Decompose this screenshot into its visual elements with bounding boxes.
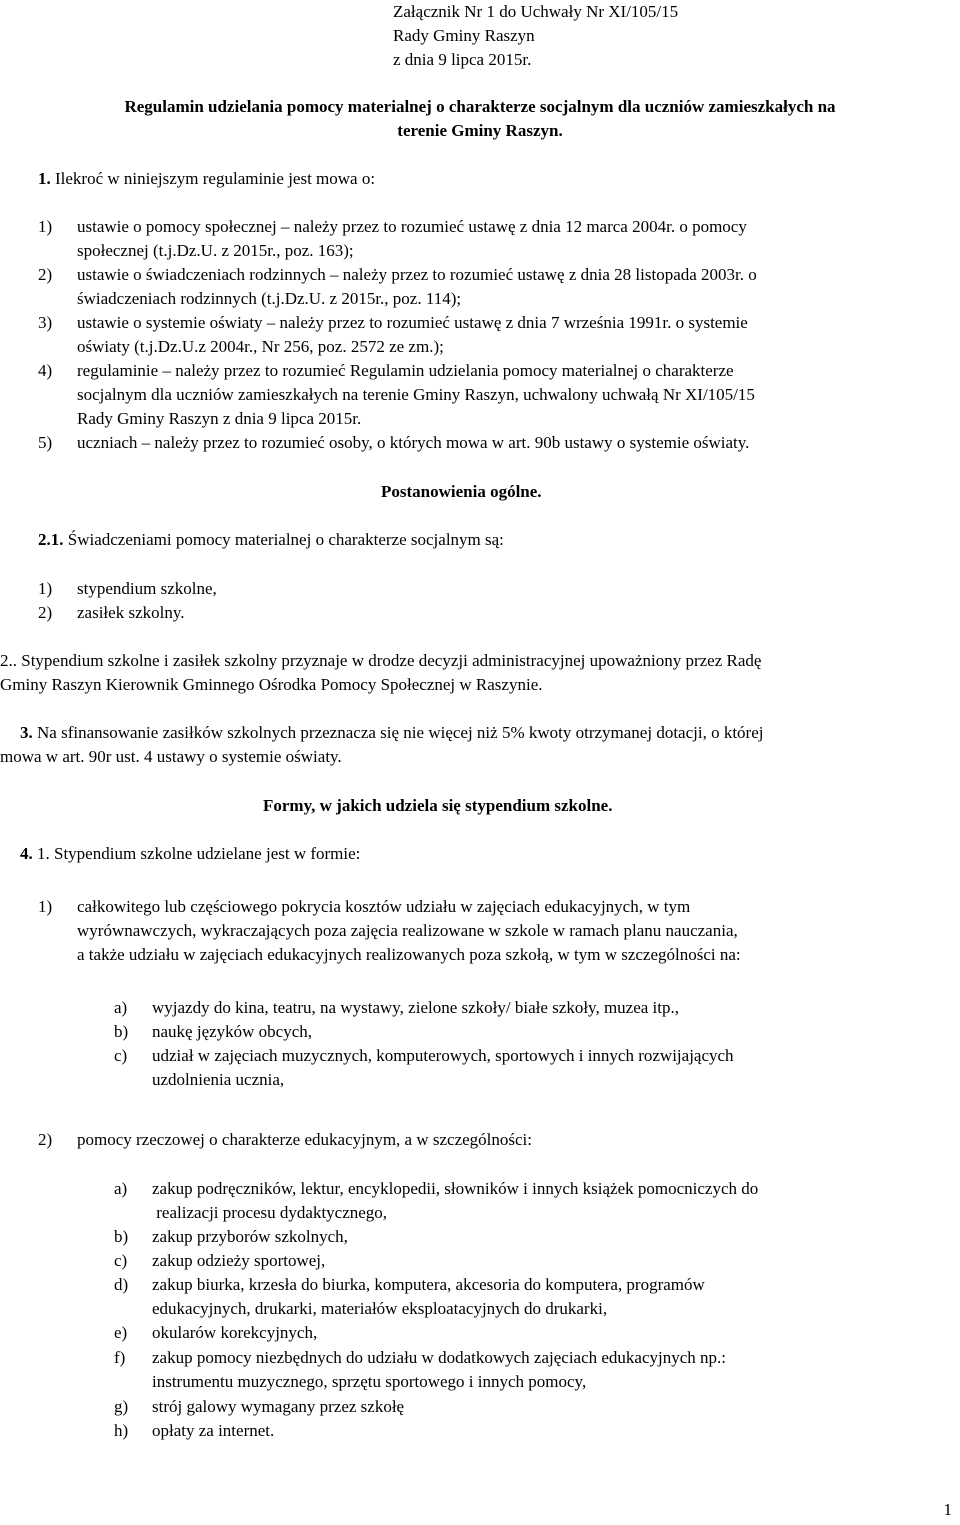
document-title: Regulamin udzielania pomocy materialnej o charakterze socjalnym dla uczniów zamieszkałych na — [124, 97, 836, 116]
annex-line: Rady Gminy Raszyn — [393, 26, 535, 45]
item-text: wyrównawczych, wykraczających poza zajęcia realizowane w szkole w ramach planu nauczania, — [77, 921, 738, 940]
paragraph-number: 2.. — [0, 651, 17, 670]
item-text: społecznej (t.j.Dz.U. z 2015r., poz. 163); — [77, 241, 354, 260]
paragraph-text: Stypendium szkolne i zasiłek szkolny przyznaje w drodze decyzji administracyjnej upoważniony przez Radę — [21, 651, 762, 670]
annex-header — [393, 0, 678, 72]
section-number: 2.1. — [38, 530, 64, 549]
annex-line: z dnia 9 lipca 2015r. — [393, 50, 532, 69]
sub-item-text: zakup podręczników, lektur, encyklopedii, słowników i innych książek pomocniczych do — [152, 1179, 759, 1198]
sub-item-text: strój galowy wymagany przez szkołę — [152, 1397, 405, 1416]
item-text: świadczeniach rodzinnych (t.j.Dz.U. z 2015r., poz. 114); — [77, 289, 462, 308]
sub-item-text: zakup biurka, krzesła do biurka, komputera, akcesoria do komputera, programów — [152, 1275, 705, 1294]
paragraph-continued: mowa w art. 90r ust. 4 ustawy o systemie oświaty. — [0, 747, 342, 766]
item-number: 1) — [38, 897, 53, 916]
sub-item-text: edukacyjnych, drukarki, materiałów eksploatacyjnych do drukarki, — [152, 1299, 608, 1318]
sub-item-text: naukę języków obcych, — [152, 1022, 313, 1041]
item-text: pomocy rzeczowej o charakterze edukacyjnym, a w szczególności: — [77, 1130, 533, 1149]
item-number: 2) — [38, 1130, 53, 1149]
heading-text: Postanowienia ogólne. — [381, 482, 542, 501]
sub-item-letter: d) — [114, 1275, 129, 1294]
section-text: Ilekroć w niniejszym regulaminie jest mowa o: — [55, 169, 376, 188]
annex-line: Załącznik Nr 1 do Uchwały Nr XI/105/15 — [393, 2, 679, 21]
item-text: stypendium szkolne, — [77, 579, 217, 598]
page-number: 1 — [943, 1500, 952, 1519]
item-text: socjalnym dla uczniów zamieszkałych na terenie Gminy Raszyn, uchwalony uchwałą Nr XI/105/15 — [77, 385, 755, 404]
heading-text: Formy, w jakich udziela się stypendium szkolne. — [263, 796, 613, 815]
sub-item-text: realizacji procesu dydaktycznego, — [152, 1203, 388, 1222]
item-text: Rady Gminy Raszyn z dnia 9 lipca 2015r. — [77, 409, 362, 428]
sub-item-letter: b) — [114, 1227, 129, 1246]
section-number: 3. — [20, 723, 33, 742]
section-number: 4. — [20, 844, 33, 863]
paragraph-text: Na sfinansowanie zasiłków szkolnych przeznacza się nie więcej niż 5% kwoty otrzymanej dotacji, o której — [37, 723, 764, 742]
paragraph-continued: Gminy Raszyn Kierownik Gminnego Ośrodka Pomocy Społecznej w Raszynie. — [0, 675, 543, 694]
document-title-continued: terenie Gminy Raszyn. — [397, 121, 563, 140]
item-number: 1) — [38, 579, 53, 598]
sub-item-text: zakup przyborów szkolnych, — [152, 1227, 348, 1246]
item-number: 5) — [38, 433, 53, 452]
sub-item-text: udział w zajęciach muzycznych, komputerowych, sportowych i innych rozwijających — [152, 1046, 734, 1065]
sub-item-letter: c) — [114, 1046, 128, 1065]
sub-item-text: okularów korekcyjnych, — [152, 1323, 318, 1342]
item-text: ustawie o świadczeniach rodzinnych – należy przez to rozumieć ustawę z dnia 28 listopada 2003r. o — [77, 265, 757, 284]
section-4-intro — [20, 842, 360, 866]
sub-item-letter: h) — [114, 1421, 129, 1440]
item-text: uczniach – należy przez to rozumieć osoby, o których mowa w art. 90b ustawy o systemie oświaty. — [77, 433, 750, 452]
sub-item-text: wyjazdy do kina, teatru, na wystawy, zielone szkoły/ białe szkoły, muzea itp., — [152, 998, 679, 1017]
item-number: 2) — [38, 265, 53, 284]
section-1-intro — [38, 167, 375, 191]
section-heading — [381, 480, 542, 504]
item-text: oświaty (t.j.Dz.U.z 2004r., Nr 256, poz. 2572 ze zm.); — [77, 337, 444, 356]
section-text: Świadczeniami pomocy materialnej o charakterze socjalnym są: — [67, 530, 504, 549]
item-text: a także udziału w zajęciach edukacyjnych realizowanych poza szkołą, w tym w szczególności na: — [77, 945, 741, 964]
sub-item-letter: a) — [114, 998, 128, 1017]
section-text: 1. Stypendium szkolne udzielane jest w formie: — [37, 844, 361, 863]
sub-item-letter: g) — [114, 1397, 129, 1416]
sub-item-letter: c) — [114, 1251, 128, 1270]
paragraph — [0, 721, 763, 745]
item-number: 3) — [38, 313, 53, 332]
sub-item-text: zakup pomocy niezbędnych do udziału w dodatkowych zajęciach edukacyjnych np.: — [152, 1348, 727, 1367]
section-2-intro — [38, 528, 504, 552]
item-text: zasiłek szkolny. — [77, 603, 185, 622]
item-text: regulaminie – należy przez to rozumieć Regulamin udzielania pomocy materialnej o charakterze — [77, 361, 734, 380]
sub-item-letter: a) — [114, 1179, 128, 1198]
paragraph — [0, 649, 761, 673]
sub-item-letter: f) — [114, 1348, 126, 1367]
item-text: ustawie o pomocy społecznej – należy przez to rozumieć ustawę z dnia 12 marca 2004r. o pomocy — [77, 217, 747, 236]
sub-item-text: zakup odzieży sportowej, — [152, 1251, 326, 1270]
item-number: 2) — [38, 603, 53, 622]
sub-item-text: uzdolnienia ucznia, — [152, 1070, 285, 1089]
section-heading — [263, 794, 612, 818]
section-number: 1. — [38, 169, 51, 188]
sub-item-text: opłaty za internet. — [152, 1421, 275, 1440]
sub-item-letter: b) — [114, 1022, 129, 1041]
sub-item-text: instrumentu muzycznego, sprzętu sportowego i innych pomocy, — [152, 1372, 587, 1391]
item-text: ustawie o systemie oświaty – należy przez to rozumieć ustawę z dnia 7 września 1991r. o systemie — [77, 313, 748, 332]
item-number: 1) — [38, 217, 53, 236]
sub-item-letter: e) — [114, 1323, 128, 1342]
item-number: 4) — [38, 361, 53, 380]
item-text: całkowitego lub częściowego pokrycia kosztów udziału w zajęciach edukacyjnych, w tym — [77, 897, 691, 916]
